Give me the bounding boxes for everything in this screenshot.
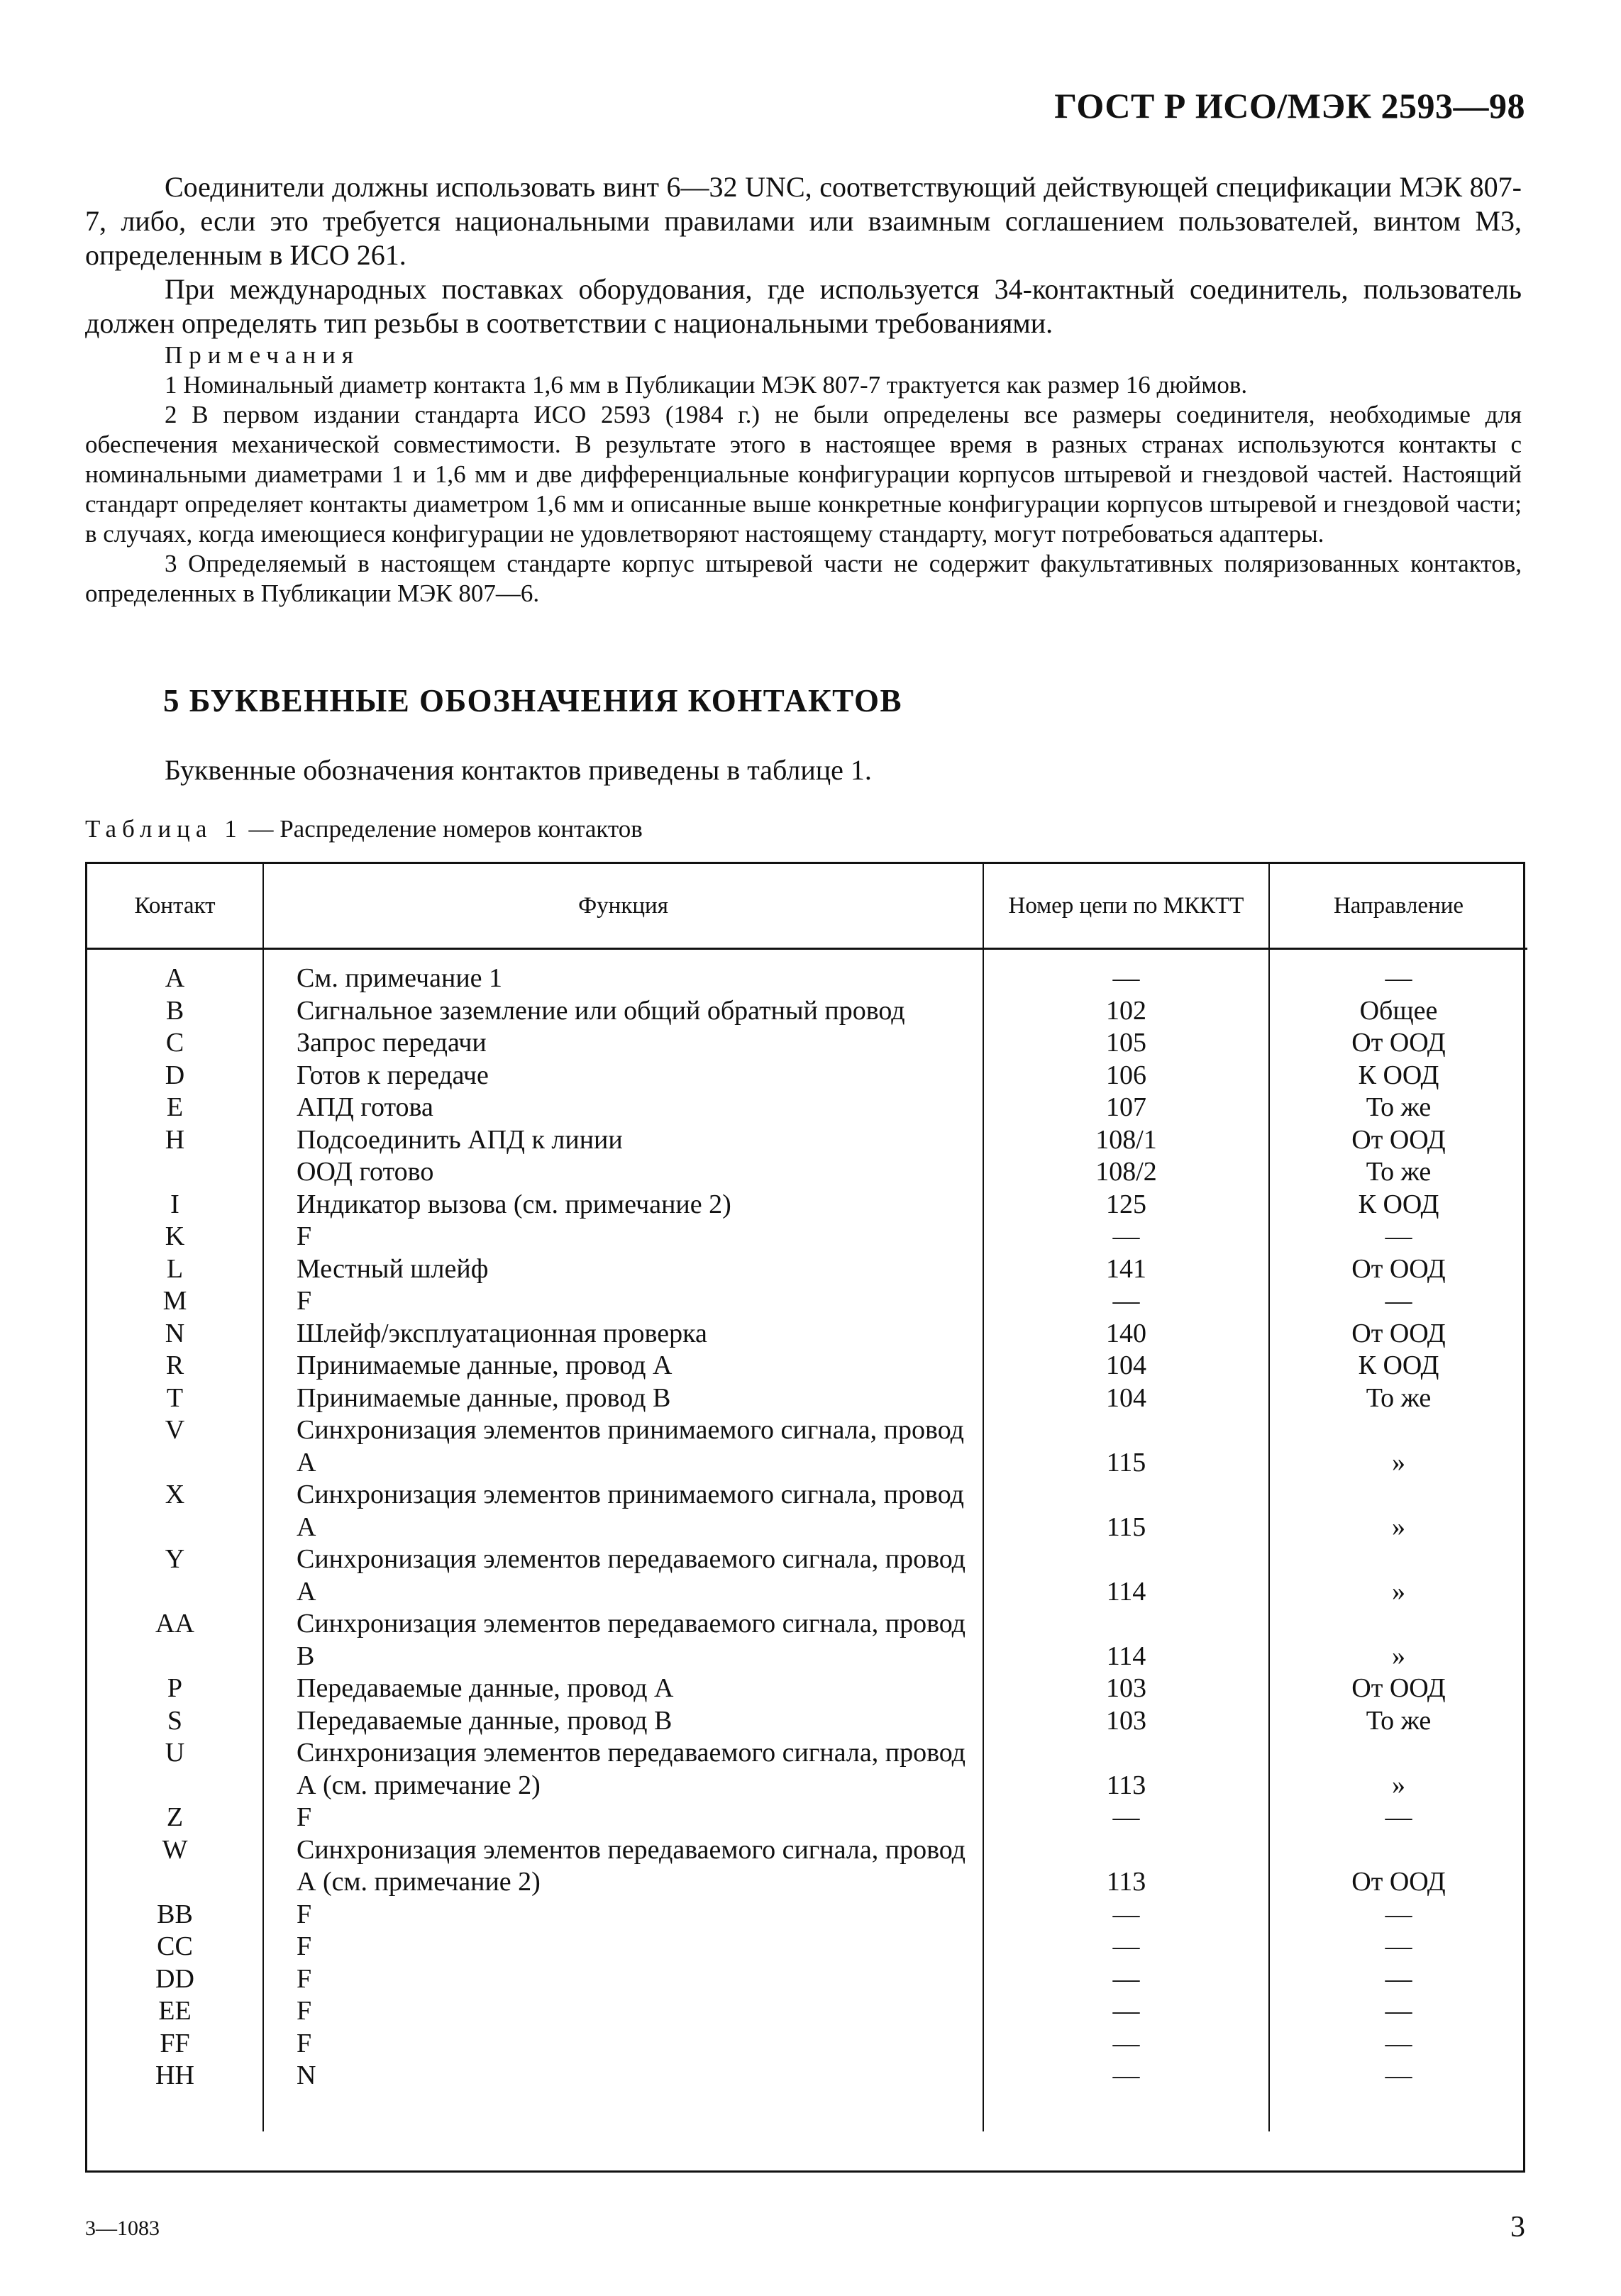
cell-contact: W — [87, 1834, 263, 1899]
cell-contact: Y — [87, 1543, 263, 1608]
cell-function: Синхронизация элементов передаваемого сигнала, провод В — [263, 1608, 983, 1673]
cell-contact: BB — [87, 1899, 263, 1931]
cell-direction: — — [1385, 1221, 1412, 1251]
cell-function: Передаваемые данные, провод А — [263, 1673, 983, 1705]
cell-contact: K — [87, 1221, 263, 1253]
cell-direction: От ООД — [1351, 1318, 1446, 1348]
document-code-header: ГОСТ Р ИСО/МЭК 2593—98 — [1054, 86, 1525, 126]
table-row — [87, 1318, 1527, 1351]
table-row — [87, 1479, 1527, 1543]
cell-circuit: — — [983, 1931, 1269, 1963]
cell-circuit: — — [983, 2028, 1269, 2061]
cell-direction: » — [1392, 1512, 1405, 1542]
page-number: 3 — [1510, 2211, 1525, 2244]
table-row — [87, 1253, 1527, 1286]
table-row — [87, 1834, 1527, 1899]
note-3: 3 Определяемый в настоящем стандарте корпус штыревой части не содержит факультативных поляризованных контактов, определенных в Публикации МЭК 807—6. — [85, 550, 1522, 607]
filler-cell — [87, 2092, 263, 2131]
cell-circuit: — — [983, 1963, 1269, 1996]
cell-contact: L — [87, 1253, 263, 1286]
section-text: Буквенные обозначения контактов приведены в таблице 1. — [165, 754, 872, 786]
table-row — [87, 1221, 1527, 1253]
table-body — [87, 949, 1527, 2131]
cell-direction: К ООД — [1358, 1189, 1439, 1219]
intro-block — [85, 170, 1522, 609]
intro-paragraph-2: При международных поставках оборудования, где используется 34-контактный соединитель, пользователь должен определять тип резьбы в соответствии с национальными требованиями. — [85, 273, 1522, 339]
cell-contact: U — [87, 1737, 263, 1802]
header-direction: Направление — [1269, 864, 1527, 949]
note-1: 1 Номинальный диаметр контакта 1,6 мм в Публикации МЭК 807-7 трактуется как размер 16 дюймов. — [165, 371, 1248, 399]
cell-contact: X — [87, 1479, 263, 1543]
header-contact: Контакт — [87, 864, 263, 949]
cell-direction: — — [1385, 1802, 1412, 1832]
cell-direction: — — [1385, 1899, 1412, 1929]
cell-circuit: — — [983, 1285, 1269, 1318]
cell-function: Синхронизация элементов передаваемого сигнала, провод А — [263, 1543, 983, 1608]
cell-function: Синхронизация элементов передаваемого сигнала, провод А (см. примечание 2) — [263, 1737, 983, 1802]
cell-contact: DD — [87, 1963, 263, 1996]
cell-circuit: 102 — [983, 995, 1269, 1028]
cell-contact: AA — [87, 1608, 263, 1673]
cell-circuit: 107 — [983, 1092, 1269, 1124]
cell-direction: — — [1385, 963, 1412, 993]
cell-direction: » — [1392, 1576, 1405, 1607]
cell-circuit: 115 — [983, 1414, 1269, 1479]
header-circuit: Номер цепи по МККТТ — [983, 864, 1269, 949]
table-row — [87, 1060, 1527, 1092]
cell-contact: V — [87, 1414, 263, 1479]
table-row — [87, 2060, 1527, 2092]
cell-function: F — [263, 1285, 983, 1318]
cell-direction: То же — [1366, 1705, 1432, 1736]
cell-circuit: 103 — [983, 1705, 1269, 1738]
cell-function: F — [263, 1802, 983, 1834]
cell-circuit: — — [983, 949, 1269, 995]
table-row — [87, 1414, 1527, 1479]
table-row — [87, 949, 1527, 995]
cell-circuit: — — [983, 1802, 1269, 1834]
cell-function: Подсоединить АПД к линии — [263, 1124, 983, 1157]
cell-function: См. примечание 1 — [263, 949, 983, 995]
table-row — [87, 1802, 1527, 1834]
table-row — [87, 1899, 1527, 1931]
cell-function: F — [263, 1963, 983, 1996]
cell-circuit: 106 — [983, 1060, 1269, 1092]
table-row — [87, 1737, 1527, 1802]
cell-contact: N — [87, 1318, 263, 1351]
cell-contact: A — [87, 949, 263, 995]
cell-direction: — — [1385, 1286, 1412, 1316]
table-row — [87, 1995, 1527, 2028]
table-row — [87, 995, 1527, 1028]
cell-contact: M — [87, 1285, 263, 1318]
cell-direction: » — [1392, 1447, 1405, 1477]
table-row — [87, 1673, 1527, 1705]
notes-block — [85, 340, 1522, 609]
cell-contact: C — [87, 1027, 263, 1060]
cell-contact: E — [87, 1092, 263, 1124]
cell-circuit: 125 — [983, 1189, 1269, 1221]
cell-contact: R — [87, 1350, 263, 1382]
cell-function: F — [263, 1221, 983, 1253]
contacts-table — [87, 864, 1527, 2131]
table-row — [87, 1156, 1527, 1189]
table-row — [87, 1382, 1527, 1415]
cell-direction: Общее — [1359, 995, 1438, 1026]
intro-paragraph-1: Соединители должны использовать винт 6—32 UNC, соответствующий действующей спецификации МЭК 807-7, либо, если это требуется национальными правилами или взаимным соглашением пользователей, винтом М3, определенным в ИСО 261. — [85, 171, 1522, 271]
table-caption-label: Таблица 1 — [85, 815, 243, 843]
cell-circuit: 140 — [983, 1318, 1269, 1351]
cell-circuit: — — [983, 1899, 1269, 1931]
cell-function: F — [263, 1899, 983, 1931]
cell-direction: » — [1392, 1770, 1405, 1800]
table-row — [87, 1189, 1527, 1221]
cell-direction: То же — [1366, 1382, 1432, 1413]
cell-function: Синхронизация элементов принимаемого сигнала, провод А — [263, 1414, 983, 1479]
cell-circuit: 115 — [983, 1479, 1269, 1543]
table-row — [87, 1027, 1527, 1060]
cell-contact — [87, 1156, 263, 1189]
cell-function: Принимаемые данные, провод А — [263, 1350, 983, 1382]
cell-function: ООД готово — [263, 1156, 983, 1189]
cell-function: Шлейф/эксплуатационная проверка — [263, 1318, 983, 1351]
cell-direction: От ООД — [1351, 1867, 1446, 1897]
cell-circuit: — — [983, 2060, 1269, 2092]
cell-direction: — — [1385, 2061, 1412, 2090]
table-row — [87, 1931, 1527, 1963]
table-row — [87, 1543, 1527, 1608]
cell-direction: От ООД — [1351, 1673, 1446, 1703]
filler-cell — [1269, 2092, 1527, 2131]
section-title: 5 БУКВЕННЫЕ ОБОЗНАЧЕНИЯ КОНТАКТОВ — [163, 683, 903, 719]
cell-circuit: 113 — [983, 1737, 1269, 1802]
cell-direction: От ООД — [1351, 1253, 1446, 1284]
cell-circuit: 114 — [983, 1608, 1269, 1673]
cell-direction: К ООД — [1358, 1060, 1439, 1090]
table-row — [87, 1092, 1527, 1124]
cell-function: Готов к передаче — [263, 1060, 983, 1092]
cell-contact: H — [87, 1124, 263, 1157]
cell-function: F — [263, 1995, 983, 2028]
cell-contact: S — [87, 1705, 263, 1738]
cell-function: Индикатор вызова (см. примечание 2) — [263, 1189, 983, 1221]
cell-circuit: 103 — [983, 1673, 1269, 1705]
cell-contact: D — [87, 1060, 263, 1092]
table-header-row — [87, 864, 1527, 949]
table-row — [87, 1705, 1527, 1738]
cell-contact: B — [87, 995, 263, 1028]
notes-heading: Примечания — [165, 341, 360, 369]
cell-function: Синхронизация элементов принимаемого сигнала, провод А — [263, 1479, 983, 1543]
filler-cell — [263, 2092, 983, 2131]
cell-function: Синхронизация элементов передаваемого сигнала, провод А (см. примечание 2) — [263, 1834, 983, 1899]
cell-circuit: 113 — [983, 1834, 1269, 1899]
header-function: Функция — [263, 864, 983, 949]
cell-function: Принимаемые данные, провод В — [263, 1382, 983, 1415]
table-row — [87, 1608, 1527, 1673]
table-row — [87, 1963, 1527, 1996]
cell-circuit: 104 — [983, 1382, 1269, 1415]
cell-circuit: 108/2 — [983, 1156, 1269, 1189]
table-filler-row — [87, 2092, 1527, 2131]
cell-contact: T — [87, 1382, 263, 1415]
cell-function: Передаваемые данные, провод В — [263, 1705, 983, 1738]
cell-direction: То же — [1366, 1092, 1432, 1122]
cell-function: Сигнальное заземление или общий обратный провод — [263, 995, 983, 1028]
cell-function: N — [263, 2060, 983, 2092]
cell-direction: — — [1385, 1931, 1412, 1961]
cell-direction: — — [1385, 2028, 1412, 2058]
cell-circuit: 114 — [983, 1543, 1269, 1608]
cell-circuit: 141 — [983, 1253, 1269, 1286]
cell-direction: » — [1392, 1641, 1405, 1671]
cell-circuit: — — [983, 1995, 1269, 2028]
cell-function: F — [263, 1931, 983, 1963]
cell-contact: EE — [87, 1995, 263, 2028]
cell-function: Запрос передачи — [263, 1027, 983, 1060]
cell-function: F — [263, 2028, 983, 2061]
table-row — [87, 1350, 1527, 1382]
cell-circuit: 104 — [983, 1350, 1269, 1382]
cell-direction: То же — [1366, 1157, 1432, 1187]
table-row — [87, 1124, 1527, 1157]
cell-contact: P — [87, 1673, 263, 1705]
cell-direction: От ООД — [1351, 1124, 1446, 1155]
cell-contact: I — [87, 1189, 263, 1221]
table-caption-text: — Распределение номеров контактов — [242, 815, 643, 843]
contacts-table-frame — [85, 862, 1525, 2173]
cell-contact: HH — [87, 2060, 263, 2092]
table-caption — [85, 814, 643, 844]
cell-circuit: — — [983, 1221, 1269, 1253]
cell-circuit: 105 — [983, 1027, 1269, 1060]
cell-direction: — — [1385, 1996, 1412, 2026]
cell-contact: FF — [87, 2028, 263, 2061]
table-row — [87, 2028, 1527, 2061]
table-row — [87, 1285, 1527, 1318]
note-2: 2 В первом издании стандарта ИСО 2593 (1984 г.) не были определены все размеры соединителя, необходимые для обеспечения механической совместимости. В результате этого в настоящее время в разных странах используются контакты с номинальными диаметрами 1 и 1,6 мм и две дифференциальные конфигурации корпусов штыревой и гнездовой частей. Настоящий стандарт определяет контакты диаметром 1,6 мм и описанные выше конкретные конфигурации корпусов штыревой и гнездовой части; в случаях, когда имеющиеся конфигурации не удовлетворяют настоящему стандарту, могут потребоваться адаптеры. — [85, 401, 1522, 548]
cell-function: АПД готова — [263, 1092, 983, 1124]
filler-cell — [983, 2092, 1269, 2131]
cell-direction: — — [1385, 1963, 1412, 1994]
cell-direction: К ООД — [1358, 1351, 1439, 1380]
cell-contact: Z — [87, 1802, 263, 1834]
cell-function: Местный шлейф — [263, 1253, 983, 1286]
print-code: 3—1083 — [85, 2217, 160, 2240]
cell-circuit: 108/1 — [983, 1124, 1269, 1157]
cell-contact: CC — [87, 1931, 263, 1963]
cell-direction: От ООД — [1351, 1028, 1446, 1058]
